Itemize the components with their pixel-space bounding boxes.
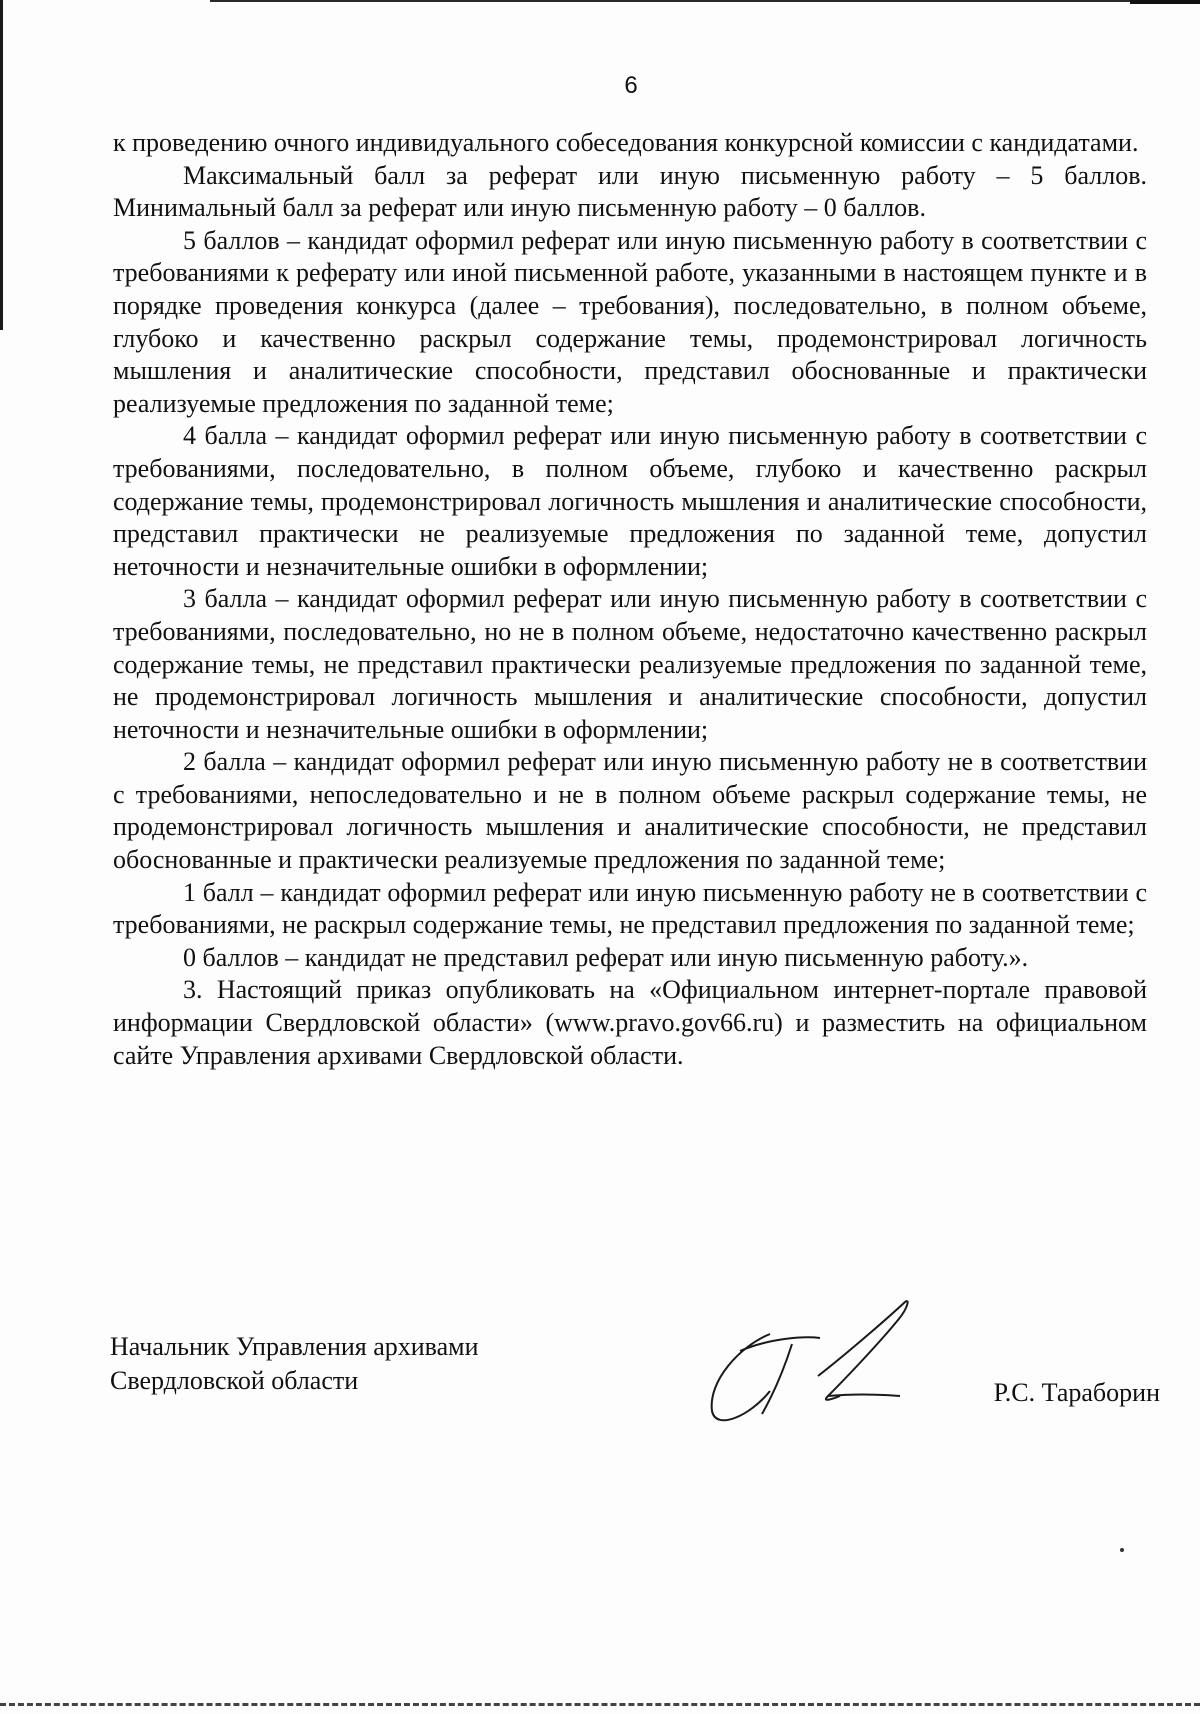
signer-position <box>110 1330 479 1398</box>
paragraph-score-4: 4 балла – кандидат оформил реферат или иную письменную работу в соответствии с требованиями, последовательно, в полном объеме, глубоко и качественно раскрыл содержание темы, продемонстрировал логичность мышления и аналитические способности, представил практически не реализуемые предложения по заданной теме, допустил неточности и незначительные ошибки в оформлении; <box>113 421 1147 581</box>
paragraph-score-1: 1 балл – кандидат оформил реферат или иную письменную работу не в соответствии с требованиями, не раскрыл содержание темы, не представил предложения по заданной теме; <box>113 877 1147 940</box>
paragraph-continuation: к проведению очного индивидуального собеседования конкурсной комиссии с кандидатами. <box>113 128 1139 157</box>
signature-block <box>110 1330 1160 1450</box>
scan-edge-left <box>0 0 3 330</box>
signer-position-line-2: Свердловской области <box>110 1366 359 1395</box>
scan-edge-top-right <box>1130 0 1200 4</box>
paragraph-score-3: 3 балла – кандидат оформил реферат или иную письменную работу в соответствии с требованиями, последовательно, но не в полном объеме, недостаточно качественно раскрыл содержание темы, не представил практически реализуемые предложения по заданной теме, не продемонстрировал логичность мышления и аналитические способности, допустил неточности и незначительные ошибки в оформлении; <box>113 584 1147 744</box>
scan-speck <box>1120 1548 1124 1552</box>
paragraph-score-2: 2 балла – кандидат оформил реферат или иную письменную работу не в соответствии с требованиями, непоследовательно и не в полном объеме раскрыл содержание темы, не продемонстрировал логичность мышления и аналитические способности, не представил обоснованные и практически реализуемые предложения по заданной теме; <box>113 747 1147 875</box>
paragraph-max-min-score: Максимальный балл за реферат или иную письменную работу – 5 баллов. Минимальный балл за реферат или иную письменную работу – 0 баллов. <box>113 160 1147 223</box>
scan-edge-bottom <box>0 1703 1200 1706</box>
paragraph-publication-order: 3. Настоящий приказ опубликовать на «Официальном интернет-портале правовой информации Свердловской области» (www.pravo.gov66.ru) и разместить на официальном сайте Управления архивами Свердловской области. <box>113 975 1147 1070</box>
signer-position-line-1: Начальник Управления архивами <box>110 1332 479 1361</box>
scan-edge-top <box>210 0 1130 2</box>
document-body <box>113 127 1147 1072</box>
page-number: 6 <box>624 72 638 99</box>
paragraph-score-0: 0 баллов – кандидат не представил реферат или иную письменную работу.». <box>183 942 1029 972</box>
signer-name: Р.С. Тараборин <box>993 1378 1160 1407</box>
handwritten-signature <box>700 1296 940 1436</box>
paragraph-score-5: 5 баллов – кандидат оформил реферат или иную письменную работу в соответствии с требованиями к реферату или иной письменной работе, указанными в настоящем пункте и в порядке проведения конкурса (далее – требования), последовательно, в полном объеме, глубоко и качественно раскрыл содержание темы, продемонстрировал логичность мышления и аналитические способности, представил обоснованные и практически реализуемые предложения по заданной теме; <box>113 225 1147 418</box>
